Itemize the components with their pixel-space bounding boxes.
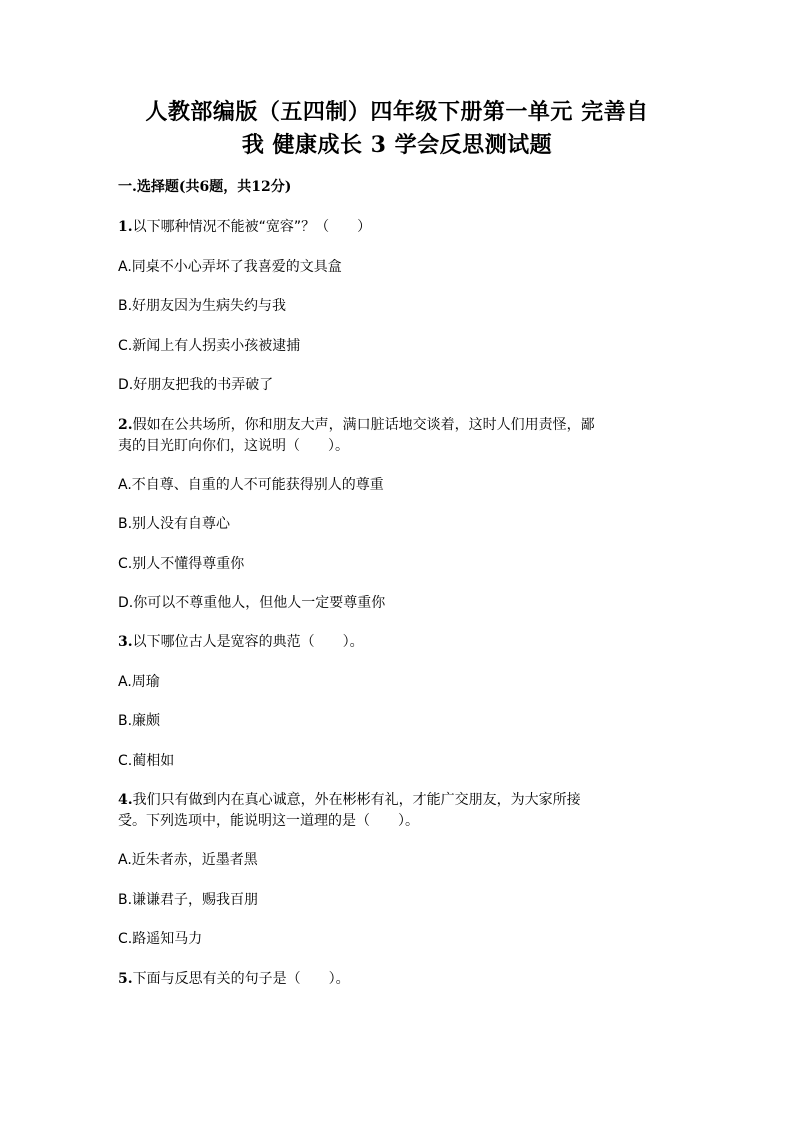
question-text: 下面与反思有关的句子是（ ）。 — [132, 971, 350, 987]
question-1-option-c: C.新闻上有人拐卖小孩被逮捕 — [118, 338, 301, 354]
question-4-option-a: A.近朱者赤，近墨者黑 — [118, 852, 258, 868]
section-heading: 一.选择题(共6题，共12分) — [118, 179, 292, 195]
question-1-option-b: B.好朋友因为生病失约与我 — [118, 298, 287, 314]
question-text: 以下哪种情况不能被“宽容”？（ ） — [132, 219, 372, 235]
question-4-continuation: 受。下列选项中，能说明这一道理的是（ ）。 — [118, 813, 419, 829]
question-text: 我们只有做到内在真心诚意，外在彬彬有礼，才能广交朋友，为大家所接 — [132, 792, 581, 808]
question-2-continuation: 夷的目光盯向你们，这说明（ ）。 — [118, 438, 349, 454]
question-2-option-b: B.别人没有自尊心 — [118, 516, 231, 532]
question-number: 4. — [118, 792, 133, 808]
question-text: 假如在公共场所，你和朋友大声，满口脏话地交谈着，这时人们用责怪，鄙 — [132, 417, 595, 433]
document-title — [110, 96, 684, 162]
question-2 — [118, 414, 595, 436]
question-2-option-d: D.你可以不尊重他人，但他人一定要尊重你 — [118, 595, 386, 611]
question-number: 2. — [118, 417, 133, 433]
question-3 — [118, 631, 364, 653]
question-1-option-d: D.好朋友把我的书弄破了 — [118, 377, 274, 393]
question-text: 以下哪位古人是宽容的典范（ ）。 — [132, 634, 364, 650]
question-3-option-a: A.周瑜 — [118, 674, 160, 690]
question-3-option-b: B.廉颇 — [118, 713, 161, 729]
question-5 — [118, 968, 350, 990]
title-line-1: 人教部编版（五四制）四年级下册第一单元 完善自 — [145, 99, 649, 125]
question-number: 1. — [118, 219, 133, 235]
question-4 — [118, 789, 581, 811]
title-line-2: 我 健康成长 3 学会反思测试题 — [241, 132, 553, 158]
question-number: 3. — [118, 634, 133, 650]
question-1 — [118, 216, 371, 238]
question-number: 5. — [118, 971, 133, 987]
question-4-option-c: C.路遥知马力 — [118, 931, 203, 947]
question-4-option-b: B.谦谦君子，赐我百朋 — [118, 892, 259, 908]
question-2-option-a: A.不自尊、自重的人不可能获得别人的尊重 — [118, 477, 384, 493]
question-3-option-c: C.蔺相如 — [118, 753, 175, 769]
question-1-option-a: A.同桌不小心弄坏了我喜爱的文具盒 — [118, 259, 342, 275]
question-2-option-c: C.别人不懂得尊重你 — [118, 556, 245, 572]
